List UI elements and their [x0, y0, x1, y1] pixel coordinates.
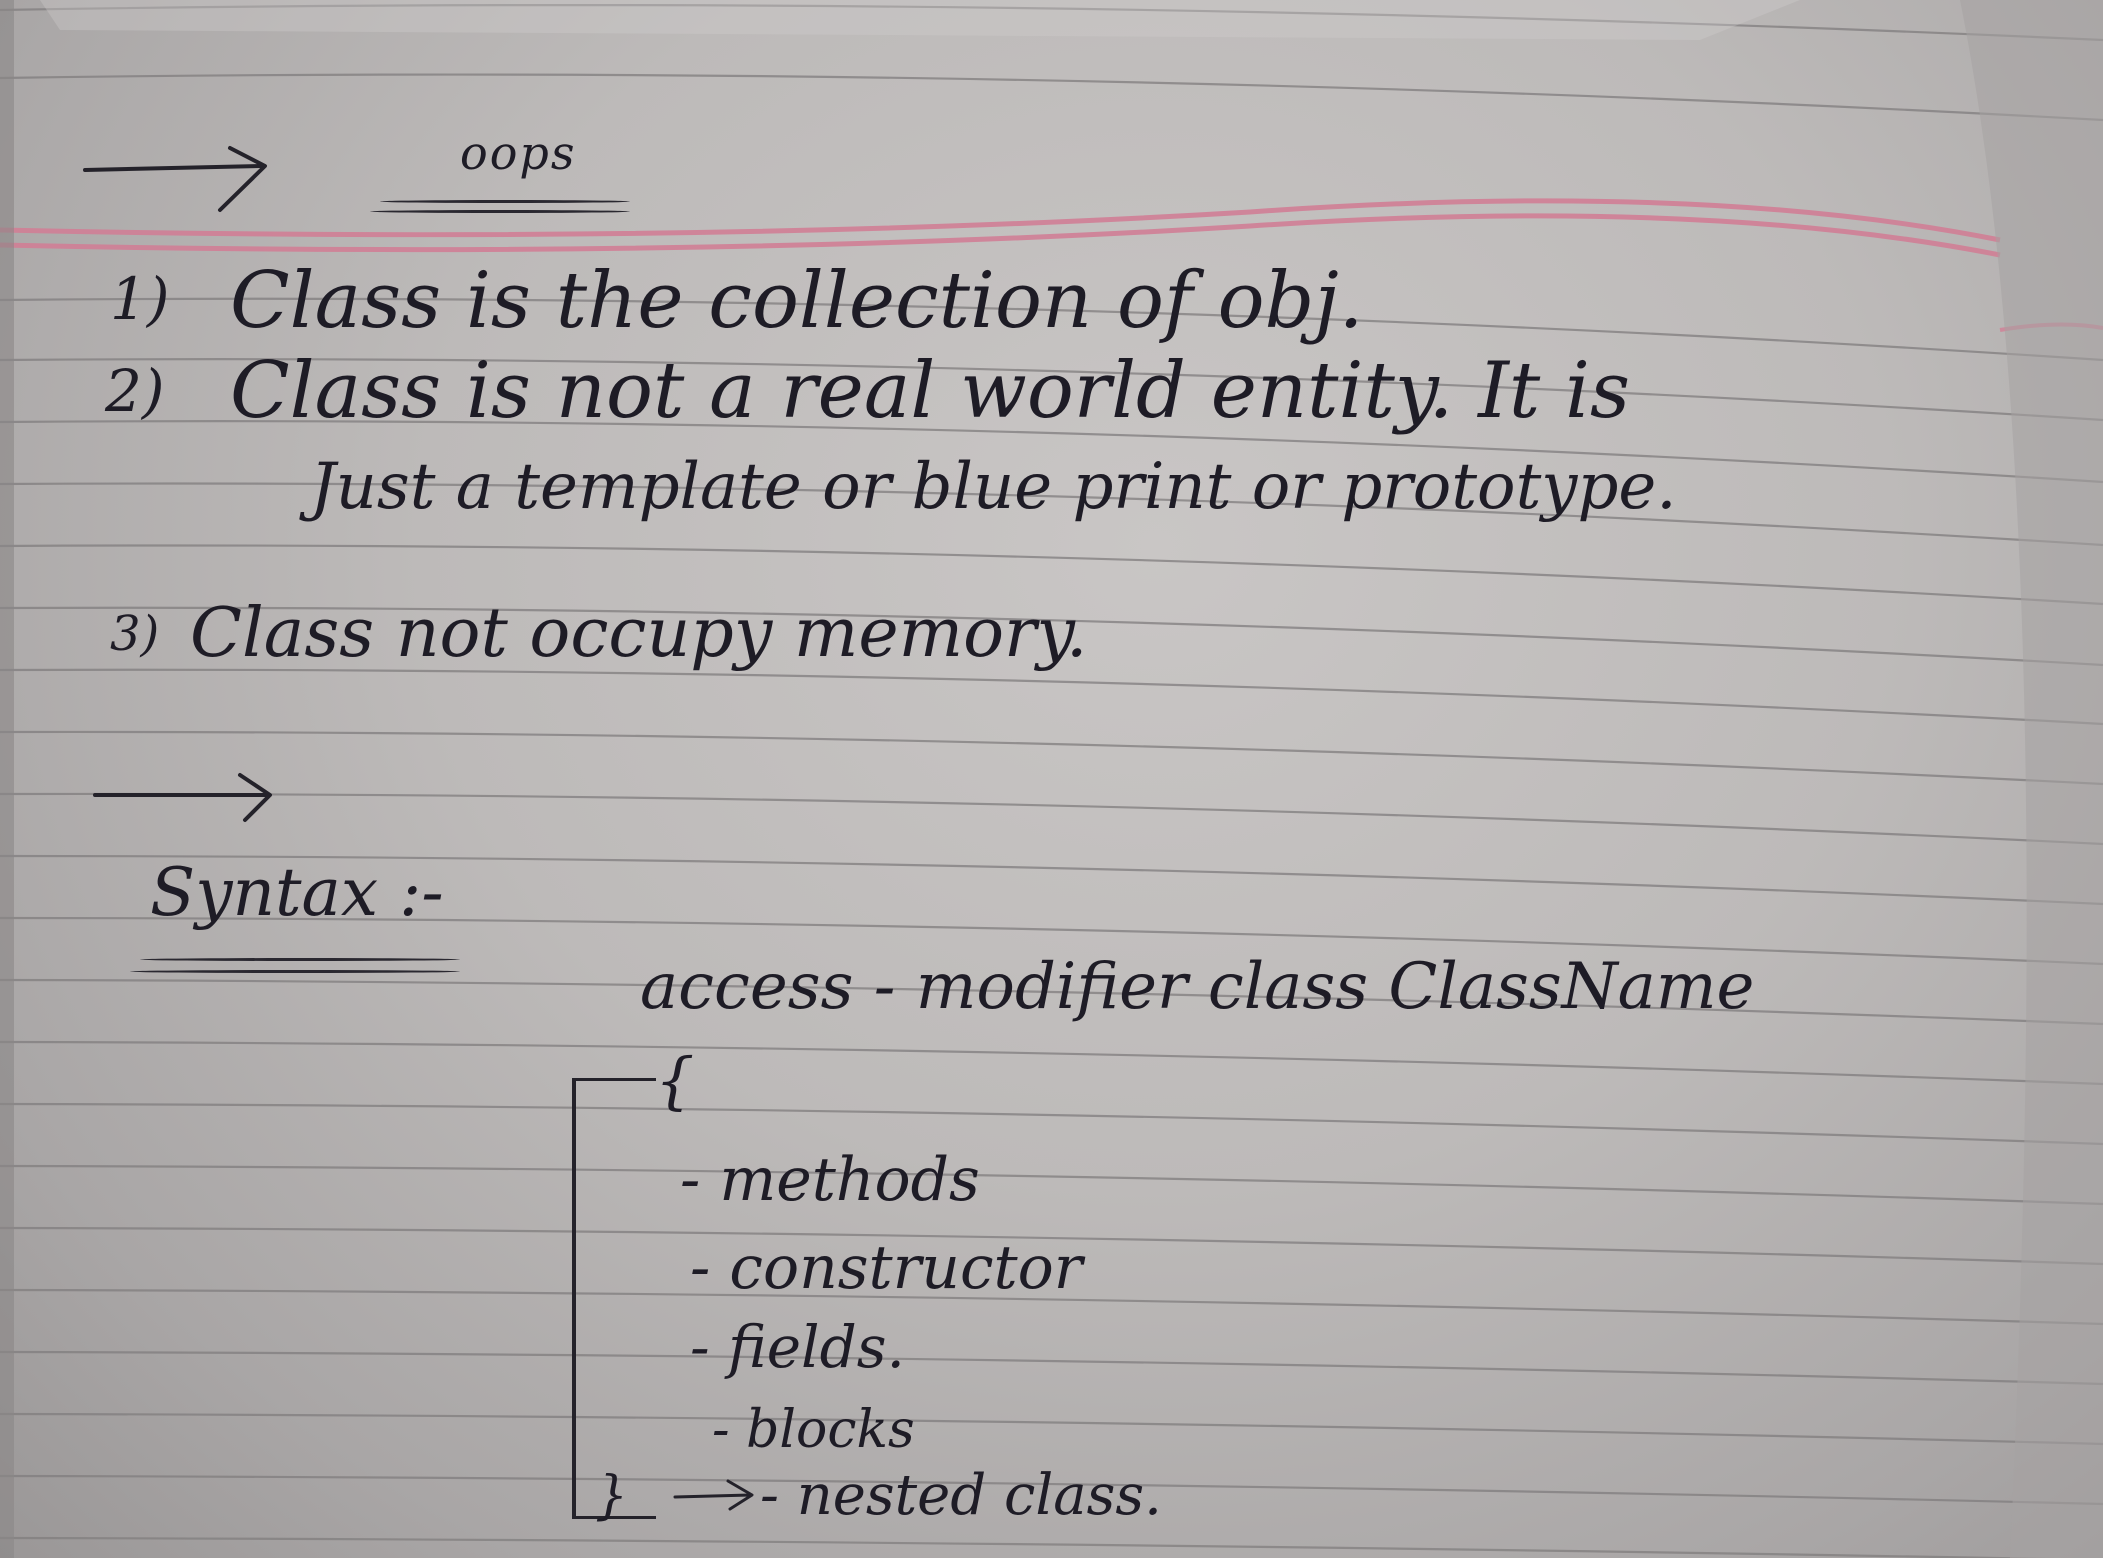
- syntax-underline-2: [130, 970, 460, 973]
- page-title: oops: [460, 126, 577, 180]
- point-3-text: Class not occupy memory.: [190, 594, 1088, 673]
- member-constructor: - constructor: [690, 1233, 1083, 1303]
- arrow-icon: [80, 140, 280, 230]
- arrow-icon: [90, 765, 290, 845]
- point-2-number: 2): [105, 357, 165, 425]
- syntax-declaration: access - modifier class ClassName: [640, 950, 1755, 1024]
- member-nested-class: - nested class.: [760, 1463, 1162, 1528]
- point-2-continuation: Just a template or blue print or prototype.: [310, 450, 1677, 524]
- close-brace: }: [595, 1466, 629, 1526]
- title-underline-2: [370, 210, 630, 213]
- point-2-text: Class is not a real world entity. It is: [230, 346, 1631, 436]
- member-fields: - fields.: [690, 1313, 905, 1381]
- syntax-underline: [140, 958, 460, 961]
- syntax-bracket: [572, 1078, 656, 1519]
- open-brace: {: [655, 1044, 695, 1117]
- point-3-number: 3): [110, 606, 160, 662]
- syntax-label: Syntax :-: [150, 854, 444, 931]
- member-methods: - methods: [680, 1145, 980, 1215]
- member-blocks: - blocks: [712, 1400, 915, 1460]
- point-1-number: 1): [110, 265, 170, 333]
- title-underline: [380, 200, 630, 203]
- point-1-text: Class is the collection of obj.: [230, 256, 1364, 346]
- arrow-icon: [670, 1475, 760, 1515]
